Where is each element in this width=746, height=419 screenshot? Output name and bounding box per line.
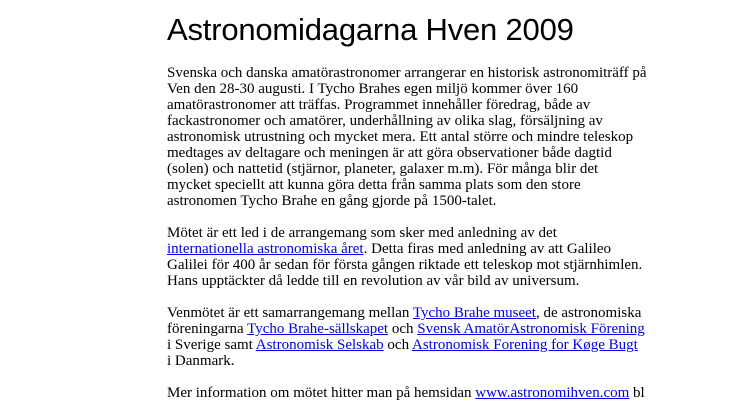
intro-line: amatörastronomer att träffas. Programmet innehåller föredrag, både av	[167, 97, 591, 113]
koge-bugt-link[interactable]: Astronomisk Forening for Køge Bugt	[412, 337, 638, 353]
intro-line: mycket speciellt att kunna göra detta från samma plats som den store	[167, 177, 581, 193]
intro-line: Svenska och danska amatörastronomer arrangerar en historisk astronomiträff på	[167, 65, 647, 81]
organizers-text: och	[388, 321, 418, 337]
iya-line: Mötet är ett led i de arrangemang som sker med anledning av det	[167, 225, 557, 241]
iya-line: . Detta firas med anledning av att Galileo	[363, 241, 612, 257]
intro-line: astronomisk utrustning och mycket mera. Ett antal större och mindre teleskop	[167, 129, 634, 145]
intro-line: (solen) och nattetid (stjärnor, planeter, galaxer m.m). För många blir det	[167, 161, 599, 177]
saaf-link[interactable]: Svensk AmatörAstronomisk Förening	[417, 321, 645, 337]
intro-line: astronomen Tycho Brahe en gång gjorde på 1500-talet.	[167, 193, 497, 209]
iya-line: Hans upptäckter då ledde till en revolution av vår bild av universum.	[167, 273, 580, 289]
organizers-text: , de astronomiska	[535, 305, 642, 321]
tycho-brahe-museum-link[interactable]: Tycho Brahe museet	[412, 305, 536, 321]
main-content	[167, 10, 667, 417]
website-link[interactable]: www.astronomihven.com	[475, 385, 630, 401]
organizers-paragraph	[167, 305, 667, 369]
more-info-text: bl	[629, 385, 645, 401]
organizers-text: i Sverige samt	[167, 337, 256, 353]
iya-paragraph	[167, 225, 667, 289]
organizers-text: föreningarna	[167, 321, 248, 337]
intro-line: Ven den 28-30 augusti. I Tycho Brahes egen miljö kommer över 160	[167, 81, 579, 97]
iya-line: Galilei för 400 år sedan för första gången riktade ett teleskop mot stjärnhimlen.	[167, 257, 643, 273]
iya-link[interactable]: internationella astronomiska året	[167, 241, 364, 257]
page-title: Astronomidagarna Hven 2009	[167, 12, 574, 47]
intro-paragraph	[167, 65, 667, 209]
tycho-brahe-society-link[interactable]: Tycho Brahe-sällskapet	[247, 321, 389, 337]
more-info-text: Mer information om mötet hitter man på hemsidan	[167, 385, 476, 401]
intro-line: fackastronomer och amatörer, underhållning av olika slag, försäljning av	[167, 113, 603, 129]
astronomisk-selskab-link[interactable]: Astronomisk Selskab	[255, 337, 384, 353]
organizers-text: i Danmark.	[167, 353, 235, 369]
intro-line: medtages av deltagare och meningen är att göra observationer både dagtid	[167, 145, 612, 161]
more-info-paragraph	[167, 385, 667, 401]
organizers-text: Venmötet är ett samarrangemang mellan	[167, 305, 413, 321]
organizers-text: och	[383, 337, 413, 353]
